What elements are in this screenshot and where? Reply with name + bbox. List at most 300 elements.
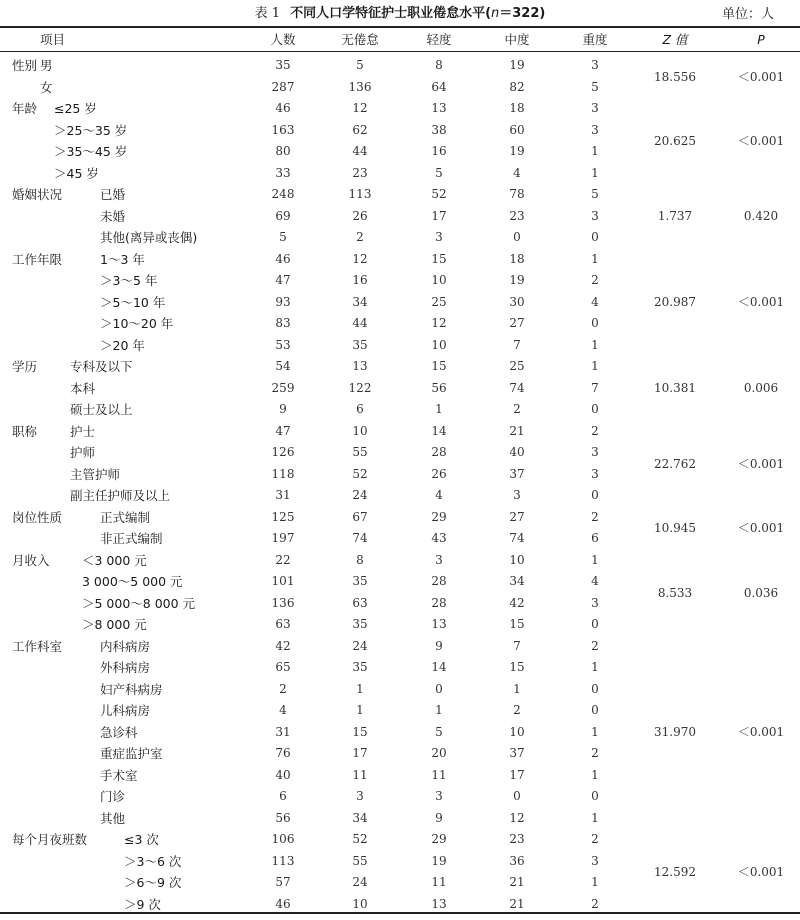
cell-none: 10 [352,423,368,438]
cell-count: 126 [271,445,295,459]
cell-severe: 1 [591,767,599,782]
cell-none: 44 [352,144,368,158]
table-number: 表 1 [254,6,281,21]
category-label: ＞35～45 岁 [54,144,128,159]
cell-none: 12 [352,101,368,115]
cell-mild: 26 [431,466,447,481]
category-label: 重症监护室 [100,746,163,761]
group-statistics [0,583,800,603]
cell-severe: 5 [591,79,599,94]
cell-mild: 28 [431,574,447,588]
category-label: 男 [40,58,53,73]
cell-count: 118 [271,466,295,481]
category-label: 副主任护师及以上 [70,488,171,503]
cell-none: 35 [352,660,368,674]
p-value: ＜0.001 [737,521,785,535]
cell-none: 11 [352,767,368,782]
cell-count: 57 [275,875,291,889]
bottom-rule [0,912,800,914]
table-row [0,808,800,830]
group-statistics [0,722,800,742]
category-label: 硕士及以上 [70,402,133,417]
cell-none: 23 [352,165,368,180]
cell-none: 55 [352,445,368,459]
cell-none: 24 [352,488,368,502]
category-label: 护师 [70,445,96,460]
p-value: ＜0.001 [737,865,785,879]
category-label: ≤25 岁 [54,101,97,116]
category-label: 非正式编制 [100,531,163,546]
cell-mild: 13 [431,896,447,911]
cell-moderate: 18 [509,101,525,115]
z-value: 12.592 [654,865,696,879]
cell-none: 6 [356,402,364,416]
cell-mild: 16 [431,144,447,158]
category-label: 护士 [70,423,96,439]
category-label: 本科 [70,380,96,396]
category-label: 其他(离异或丧偶) [100,230,198,245]
cell-moderate: 19 [509,144,525,158]
cell-none: 55 [352,853,368,868]
table-row [0,786,800,808]
p-value: ＜0.001 [737,725,785,740]
cell-moderate: 0 [513,230,521,244]
cell-none: 1 [356,703,364,717]
table-row [0,335,800,357]
category-label: ＞9 次 [124,896,161,912]
cell-severe: 1 [591,337,599,352]
cell-count: 46 [275,101,291,115]
cell-mild: 13 [431,617,447,631]
cell-mild: 13 [431,101,447,115]
cell-moderate: 4 [513,165,521,180]
category-label: ＜3 000 元 [82,552,147,568]
cell-none: 35 [352,574,368,588]
cell-count: 40 [275,767,291,782]
table-row [0,765,800,787]
category-label: 未婚 [100,208,126,224]
cell-count: 106 [271,832,295,846]
table-row [0,270,800,292]
group-label: 学历 [12,359,38,374]
table-row [0,399,800,421]
sample-size-symbol: n [491,6,500,21]
category-label: 门诊 [100,789,126,804]
cell-moderate: 40 [509,445,525,459]
cell-moderate: 2 [513,703,521,717]
cell-severe: 6 [591,531,599,545]
table-row [0,421,800,443]
cell-mild: 56 [431,380,447,395]
table-row [0,313,800,335]
unit-label: 单位：人 [721,7,774,22]
cell-mild: 28 [431,445,447,459]
z-value: 31.970 [654,725,696,740]
cell-count: 248 [271,187,295,201]
cell-count: 4 [279,703,287,717]
cell-none: 16 [352,273,368,287]
cell-mild: 20 [431,746,447,760]
header-severe: 重度 [582,32,608,47]
table-row [0,743,800,765]
p-value: 0.006 [743,381,779,396]
group-label: 岗位性质 [12,509,63,525]
group-statistics [0,454,800,474]
category-label: 3 000～5 000 元 [82,574,183,589]
group-label: 月收入 [12,552,50,568]
cell-severe: 0 [591,681,599,696]
cell-mild: 5 [435,724,443,739]
cell-count: 53 [275,337,291,352]
z-value: 22.762 [654,456,696,471]
cell-none: 15 [352,724,368,739]
cell-mild: 11 [431,875,447,889]
cell-moderate: 17 [509,767,525,782]
cell-count: 46 [275,896,291,911]
cell-severe: 0 [591,316,599,330]
cell-mild: 29 [431,509,447,524]
cell-moderate: 19 [509,58,525,72]
table-row [0,550,800,572]
cell-severe: 2 [591,423,599,438]
cell-count: 33 [275,165,291,180]
cell-severe: 1 [591,165,599,180]
cell-count: 101 [271,574,295,588]
z-value: 20.987 [654,295,696,310]
cell-mild: 25 [431,294,447,309]
header-count: 人数 [270,32,296,47]
category-label: 急诊科 [100,724,138,740]
cell-none: 5 [356,58,364,72]
group-statistics [0,206,800,226]
cell-moderate: 21 [509,896,525,911]
cell-count: 56 [275,810,291,825]
category-label: ＞8 000 元 [82,617,147,632]
category-label: 正式编制 [100,509,151,525]
header-moderate: 中度 [504,32,530,47]
sample-size-value: ＝322) [499,6,546,21]
cell-mild: 19 [431,853,447,868]
group-label: 年龄 [12,101,38,116]
category-label: 妇产科病房 [100,681,163,697]
cell-count: 69 [275,208,291,223]
cell-moderate: 3 [513,488,521,502]
cell-moderate: 30 [509,294,525,309]
cell-none: 13 [352,359,368,373]
cell-severe: 4 [591,574,599,588]
cell-count: 46 [275,251,291,266]
cell-mild: 38 [431,122,447,137]
cell-severe: 2 [591,832,599,846]
table-row [0,356,800,378]
p-value: 0.036 [743,585,779,600]
cell-none: 24 [352,875,368,889]
cell-count: 93 [275,294,291,309]
cell-mild: 43 [431,531,447,545]
cell-none: 2 [356,230,364,244]
category-label: ≤3 次 [124,832,159,847]
cell-none: 52 [352,832,368,846]
cell-mild: 3 [435,789,443,803]
cell-none: 67 [352,509,368,524]
cell-none: 17 [352,746,368,760]
category-label: 手术室 [100,767,138,783]
cell-mild: 10 [431,273,447,287]
cell-none: 136 [348,79,372,94]
cell-severe: 2 [591,638,599,653]
cell-mild: 14 [431,660,447,674]
header-p: P [757,32,765,47]
cell-moderate: 15 [509,660,525,674]
cell-count: 22 [275,552,291,567]
cell-count: 6 [279,789,287,803]
cell-none: 34 [352,810,368,825]
z-value: 10.945 [654,521,696,535]
p-value: 0.420 [743,209,779,224]
cell-severe: 0 [591,617,599,631]
table-header [0,28,800,51]
cell-none: 1 [356,681,364,696]
cell-count: 47 [275,423,291,438]
category-label: ＞3～5 年 [100,273,158,288]
cell-moderate: 7 [513,337,521,352]
cell-mild: 0 [435,681,443,696]
p-value: ＜0.001 [737,295,785,310]
cell-count: 54 [275,359,291,373]
cell-moderate: 34 [509,574,525,588]
category-label: 专科及以下 [70,359,133,374]
cell-severe: 2 [591,896,599,911]
cell-count: 136 [271,595,295,610]
cell-none: 113 [348,187,372,201]
cell-moderate: 42 [509,595,525,610]
category-label: 已婚 [100,187,126,202]
table-row [0,249,800,271]
cell-count: 65 [275,660,291,674]
cell-moderate: 25 [509,359,525,373]
cell-severe: 3 [591,101,599,115]
cell-severe: 3 [591,122,599,137]
cell-moderate: 74 [509,380,525,395]
cell-severe: 1 [591,810,599,825]
category-label: ＞45 岁 [54,165,99,181]
cell-count: 125 [271,509,295,524]
cell-count: 163 [271,122,295,137]
cell-severe: 0 [591,402,599,416]
cell-mild: 14 [431,423,447,438]
cell-mild: 17 [431,208,447,223]
header-rule [0,51,800,52]
cell-severe: 3 [591,58,599,72]
table-row [0,700,800,722]
cell-none: 12 [352,251,368,266]
cell-severe: 1 [591,359,599,373]
cell-mild: 64 [431,79,447,94]
cell-count: 2 [279,681,287,696]
cell-mild: 52 [431,187,447,201]
group-label: 性别 [12,58,38,73]
group-statistics [0,292,800,312]
cell-moderate: 0 [513,789,521,803]
cell-severe: 5 [591,187,599,201]
cell-severe: 2 [591,746,599,760]
category-label: ＞20 年 [100,337,145,353]
z-value: 8.533 [657,585,693,600]
cell-severe: 2 [591,273,599,287]
cell-moderate: 2 [513,402,521,416]
category-label: ＞5 000～8 000 元 [82,595,196,611]
cell-count: 80 [275,144,291,158]
cell-moderate: 60 [509,122,525,137]
category-label: 儿科病房 [100,703,151,718]
header-none: 无倦怠 [341,32,379,47]
cell-count: 31 [275,724,291,739]
table-caption [0,2,800,22]
cell-moderate: 7 [513,638,521,653]
cell-mild: 8 [435,58,443,72]
z-value: 1.737 [657,209,693,224]
cell-count: 83 [275,316,291,330]
cell-count: 47 [275,273,291,287]
header-item: 项目 [40,32,66,47]
cell-none: 8 [356,552,364,567]
group-statistics [0,378,800,398]
cell-count: 5 [279,230,287,244]
cell-mild: 3 [435,552,443,567]
cell-count: 31 [275,488,291,502]
cell-count: 113 [271,853,295,868]
cell-mild: 15 [431,359,447,373]
cell-severe: 1 [591,875,599,889]
category-label: ＞10～20 年 [100,316,174,331]
table-row [0,657,800,679]
cell-mild: 3 [435,230,443,244]
cell-count: 42 [275,638,291,653]
cell-mild: 4 [435,488,443,502]
cell-mild: 10 [431,337,447,352]
table-row [0,227,800,249]
cell-count: 76 [275,746,291,760]
cell-moderate: 27 [509,316,525,330]
group-label: 职称 [12,423,38,439]
group-label: 工作科室 [12,638,63,654]
table-row [0,485,800,507]
cell-none: 26 [352,208,368,223]
group-statistics [0,518,800,538]
cell-none: 122 [348,380,372,395]
cell-moderate: 15 [509,617,525,631]
group-statistics [0,67,800,87]
cell-severe: 1 [591,144,599,158]
group-label: 婚姻状况 [12,187,63,202]
cell-moderate: 78 [509,187,525,201]
z-value: 20.625 [654,134,696,148]
table-row [0,614,800,636]
cell-count: 259 [271,380,295,395]
cell-severe: 0 [591,789,599,803]
table-row [0,184,800,206]
cell-moderate: 23 [509,832,525,846]
cell-count: 197 [271,531,295,545]
cell-moderate: 10 [509,552,525,567]
p-value: ＜0.001 [737,69,785,84]
category-label: ＞6～9 次 [124,875,182,890]
cell-count: 63 [275,617,291,631]
cell-severe: 3 [591,853,599,868]
group-label: 工作年限 [12,251,63,267]
cell-count: 35 [275,58,291,72]
category-label: 女 [40,79,53,95]
table-row [0,679,800,701]
cell-mild: 28 [431,595,447,610]
cell-severe: 1 [591,660,599,674]
table-row [0,163,800,185]
cell-mild: 1 [435,402,443,416]
cell-mild: 9 [435,638,443,653]
cell-mild: 11 [431,767,447,782]
cell-mild: 12 [431,316,447,330]
cell-severe: 7 [591,380,599,395]
table-title: 不同人口学特征护士职业倦怠水平( [290,6,492,21]
cell-moderate: 82 [509,79,525,94]
cell-mild: 9 [435,810,443,825]
cell-severe: 3 [591,445,599,459]
cell-none: 35 [352,337,368,352]
cell-moderate: 74 [509,531,525,545]
cell-count: 287 [271,79,295,94]
cell-severe: 1 [591,552,599,567]
cell-moderate: 37 [509,746,525,760]
cell-moderate: 10 [509,724,525,739]
group-statistics [0,131,800,151]
cell-mild: 29 [431,832,447,846]
cell-severe: 1 [591,251,599,266]
cell-severe: 0 [591,703,599,717]
cell-none: 52 [352,466,368,481]
z-value: 10.381 [654,381,696,396]
category-label: 1～3 年 [100,251,145,267]
category-label: ＞5～10 年 [100,294,166,310]
cell-severe: 3 [591,466,599,481]
cell-none: 24 [352,638,368,653]
cell-count: 9 [279,402,287,416]
cell-moderate: 37 [509,466,525,481]
group-label: 每个月夜班数 [12,832,88,847]
cell-none: 62 [352,122,368,137]
table-row [0,829,800,851]
cell-none: 3 [356,789,364,803]
cell-severe: 1 [591,724,599,739]
cell-moderate: 19 [509,273,525,287]
cell-none: 34 [352,294,368,309]
category-label: 其他 [100,810,126,826]
cell-mild: 15 [431,251,447,266]
category-label: 主管护师 [70,466,121,482]
header-mild: 轻度 [426,32,452,47]
category-label: ＞25～35 岁 [54,122,128,138]
cell-moderate: 23 [509,208,525,223]
cell-moderate: 21 [509,875,525,889]
cell-moderate: 12 [509,810,525,825]
cell-severe: 2 [591,509,599,524]
header-z: Z 值 [662,32,688,47]
table-row [0,636,800,658]
cell-moderate: 36 [509,853,525,868]
table-row [0,98,800,120]
cell-none: 35 [352,617,368,631]
cell-mild: 5 [435,165,443,180]
z-value: 18.556 [654,69,696,84]
